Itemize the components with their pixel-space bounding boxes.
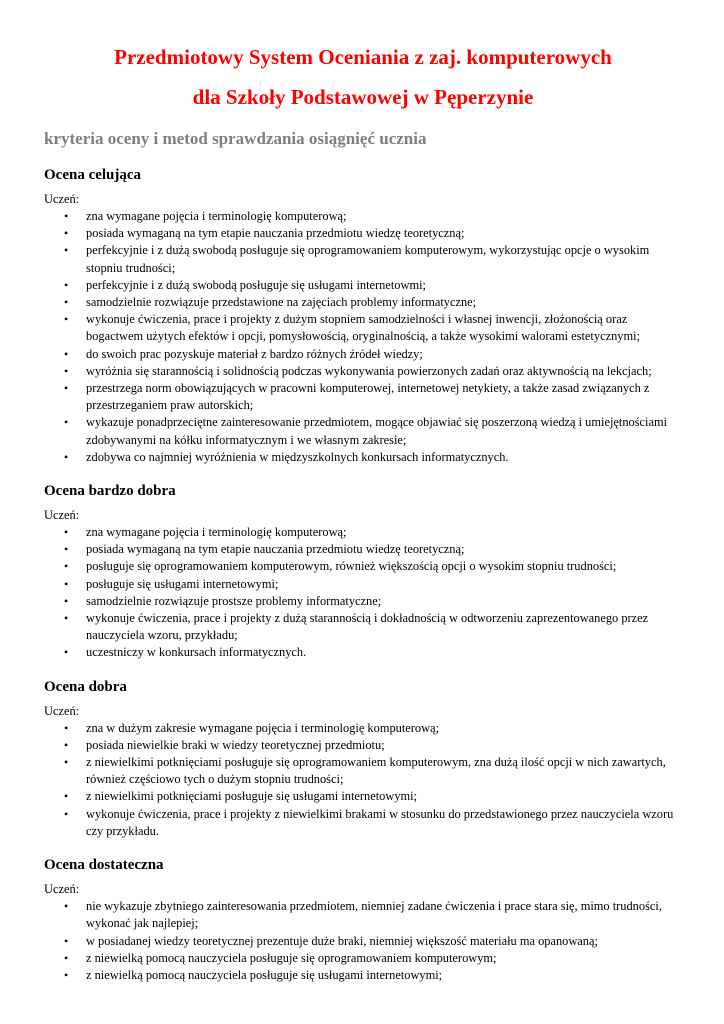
section-lead: Uczeń:	[44, 703, 80, 718]
section-heading: Ocena celująca	[44, 167, 142, 183]
grade-section	[44, 482, 682, 662]
criteria-list	[44, 720, 682, 840]
criteria-item: • do swoich prac pozyskuje materiał z bardzo różnych źródeł wiedzy;	[86, 346, 682, 363]
criteria-item: • perfekcyjnie i z dużą swobodą posługuje się oprogramowaniem komputerowym, wykorzystując opcje o wysokim stopniu trudności;	[86, 242, 682, 276]
criteria-item: • zdobywa co najmniej wyróżnienia w międzyszkolnych konkursach informatycznych.	[86, 449, 682, 466]
criteria-item: • przestrzega norm obowiązujących w pracowni komputerowej, internetowej netykiety, a także zasad związanych z przestrzeganiem praw autorskich;	[86, 380, 682, 414]
document-title-line2: dla Szkoły Podstawowej w Pęperzynie	[192, 85, 534, 109]
criteria-item: • wyróżnia się starannością i solidnością podczas wykonywania powierzonych zadań oraz aktywnością na lekcjach;	[86, 363, 682, 380]
grade-section	[44, 166, 682, 466]
document-title-line1: Przedmiotowy System Oceniania z zaj. komputerowych	[114, 45, 612, 69]
criteria-item: • posługuje się usługami internetowymi;	[86, 576, 682, 593]
grade-section	[44, 856, 682, 984]
criteria-item: • zna wymagane pojęcia i terminologię komputerową;	[86, 524, 682, 541]
section-heading: Ocena dostateczna	[44, 857, 164, 874]
criteria-item: • wykonuje ćwiczenia, prace i projekty z niewielkimi brakami w stosunku do przedstawionego przez nauczyciela wzoru czy przykładu.	[86, 806, 682, 840]
criteria-list	[44, 898, 682, 984]
criteria-item: • z niewielką pomocą nauczyciela posługuje się oprogramowaniem komputerowym;	[86, 950, 682, 967]
criteria-item: • posługuje się oprogramowaniem komputerowym, również większością opcji o wysokim stopniu trudności;	[86, 558, 682, 575]
criteria-item: • z niewielkimi potknięciami posługuje się oprogramowaniem komputerowym, zna dużą ilość opcji w nich zawartych, również częściowo tych o dużym stopniu trudności;	[86, 754, 682, 788]
criteria-item: • wykonuje ćwiczenia, prace i projekty z dużą starannością i dokładnością w odtworzeniu zaprezentowanego przez nauczyciela wzoru, przykładu;	[86, 610, 682, 644]
criteria-item: • nie wykazuje zbytniego zainteresowania przedmiotem, niemniej zadane ćwiczenia i prace stara się, mimo trudności, wykonać jak najlepiej;	[86, 898, 682, 932]
criteria-item: • perfekcyjnie i z dużą swobodą posługuje się usługami internetowmi;	[86, 277, 682, 294]
grade-section	[44, 678, 682, 840]
section-lead: Uczeń:	[44, 882, 80, 897]
section-lead: Uczeń:	[44, 192, 80, 206]
section-heading: Ocena dobra	[44, 678, 127, 695]
criteria-item: • samodzielnie rozwiązuje prostsze problemy informatyczne;	[86, 593, 682, 610]
criteria-item: • posiada wymaganą na tym etapie nauczania przedmiotu wiedzę teoretyczną;	[86, 541, 682, 558]
section-heading: Ocena bardzo dobra	[44, 483, 176, 500]
section-lead: Uczeń:	[44, 508, 80, 523]
criteria-item: • posiada niewielkie braki w wiedzy teoretycznej przedmiotu;	[86, 737, 682, 754]
criteria-item: • z niewielką pomocą nauczyciela posługuje się usługami internetowymi;	[86, 967, 682, 984]
criteria-list	[44, 208, 682, 466]
criteria-item: • w posiadanej wiedzy teoretycznej prezentuje duże braki, niemniej większość materiału ma opanowaną;	[86, 933, 682, 950]
criteria-item: • posiada wymaganą na tym etapie nauczania przedmiotu wiedzę teoretyczną;	[86, 225, 682, 242]
criteria-list	[44, 524, 682, 662]
criteria-item: • zna w dużym zakresie wymagane pojęcia i terminologię komputerową;	[86, 720, 682, 737]
criteria-item: • wykazuje ponadprzeciętne zainteresowanie przedmiotem, mogące objawiać się poszerzoną wiedzą i umiejętnościami zdobywanymi na kółku informatycznym i we własnym zakresie;	[86, 414, 682, 448]
criteria-item: • z niewielkimi potknięciami posługuje się usługami internetowymi;	[86, 788, 682, 805]
grading-sections	[44, 166, 682, 984]
criteria-item: • samodzielnie rozwiązuje przedstawione na zajęciach problemy informatyczne;	[86, 294, 682, 311]
criteria-item: • zna wymagane pojęcia i terminologię komputerową;	[86, 208, 682, 225]
criteria-item: • uczestniczy w konkursach informatycznych.	[86, 644, 682, 661]
criteria-item: • wykonuje ćwiczenia, prace i projekty z dużym stopniem samodzielności i własnej inwencji, złożonością oraz bogactwem użytych efektów i opcji, pomysłowością, oryginalnością, a także wysokimi walorami estetycznymi;	[86, 311, 682, 345]
document-subtitle: kryteria oceny i metod sprawdzania osiągnięć ucznia	[44, 129, 427, 148]
